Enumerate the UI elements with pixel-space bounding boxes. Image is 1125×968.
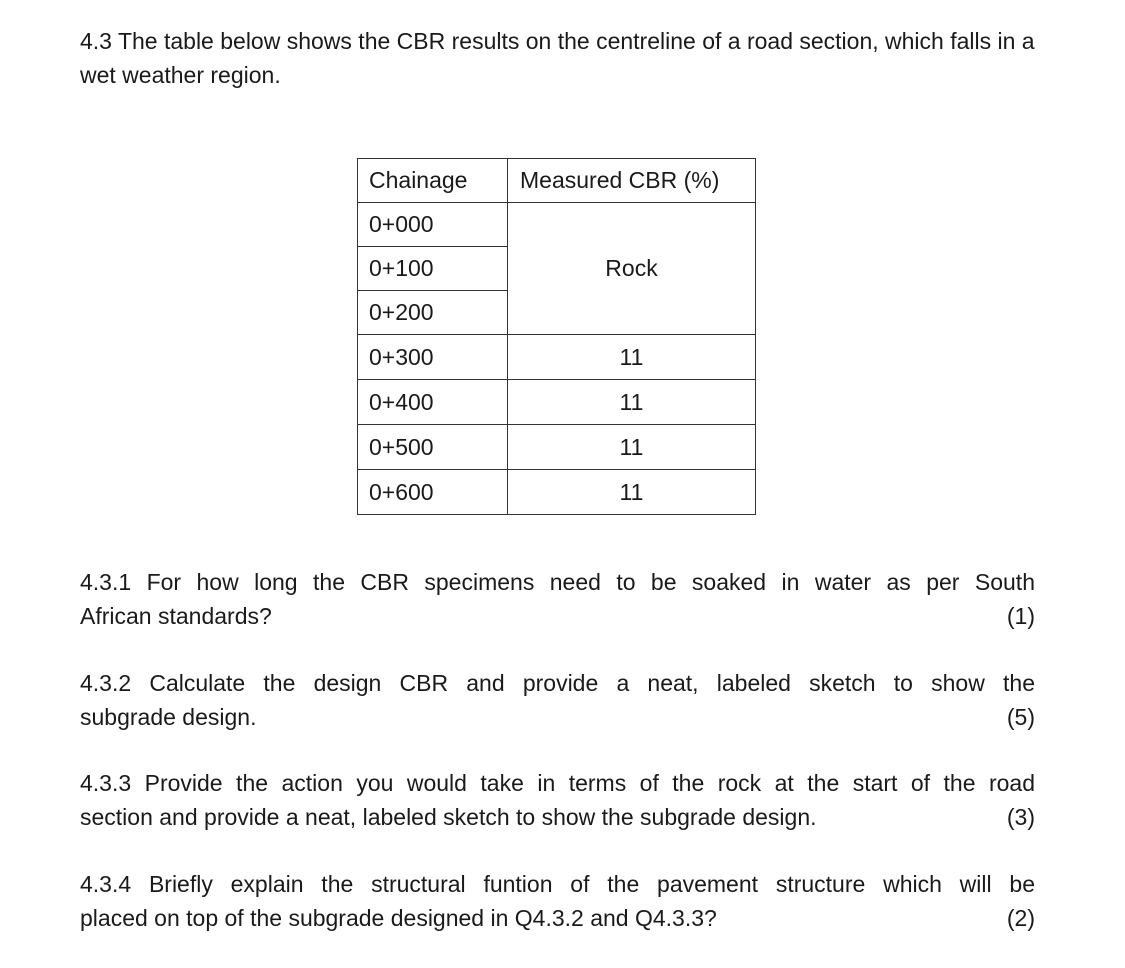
question-text: 4.3.4 Briefly explain the structural funtion of the pavement structure which will be [80,871,1035,897]
question-marks: (3) [1006,804,1035,830]
question-text-continued: section and provide a neat, labeled sketch to show the subgrade design. [80,804,817,830]
table-row [358,470,756,515]
question-text: 4.3.3 Provide the action you would take in terms of the rock at the start of the road [80,770,1035,796]
chainage-cell: 0+600 [358,470,508,515]
question-marks: (1) [1006,603,1035,629]
question-text-continued: subgrade design. [80,704,257,730]
question-4-3-3 [80,766,1035,834]
table-row [358,203,756,247]
chainage-cell: 0+500 [358,425,508,470]
header-measured-cbr: Measured CBR (%) [508,159,756,203]
table-row [358,380,756,425]
chainage-cell: 0+000 [358,203,508,247]
header-chainage: Chainage [358,159,508,203]
cbr-results-table [357,158,756,515]
cbr-cell: 11 [508,335,756,380]
table-header-row [358,159,756,203]
question-text: 4.3.1 For how long the CBR specimens need to be soaked in water as per South [80,569,1035,595]
intro-paragraph: 4.3 The table below shows the CBR results on the centreline of a road section, which falls in a wet weather region. [80,28,1035,88]
rock-cell: Rock [508,203,756,335]
cbr-cell: 11 [508,470,756,515]
question-marks: (2) [1006,905,1035,931]
question-4-3-1 [80,565,1035,633]
question-text: 4.3.2 Calculate the design CBR and provide a neat, labeled sketch to show the [80,670,1035,696]
table-row [358,335,756,380]
question-marks: (5) [1006,704,1035,730]
cbr-cell: 11 [508,425,756,470]
chainage-cell: 0+400 [358,380,508,425]
question-4-3-2 [80,666,1035,734]
chainage-cell: 0+200 [358,291,508,335]
question-4-3-4 [80,867,1035,935]
question-text-continued: placed on top of the subgrade designed in Q4.3.2 and Q4.3.3? [80,905,717,931]
chainage-cell: 0+300 [358,335,508,380]
question-text-continued: African standards? [80,603,272,629]
table-row [358,425,756,470]
cbr-cell: 11 [508,380,756,425]
chainage-cell: 0+100 [358,247,508,291]
